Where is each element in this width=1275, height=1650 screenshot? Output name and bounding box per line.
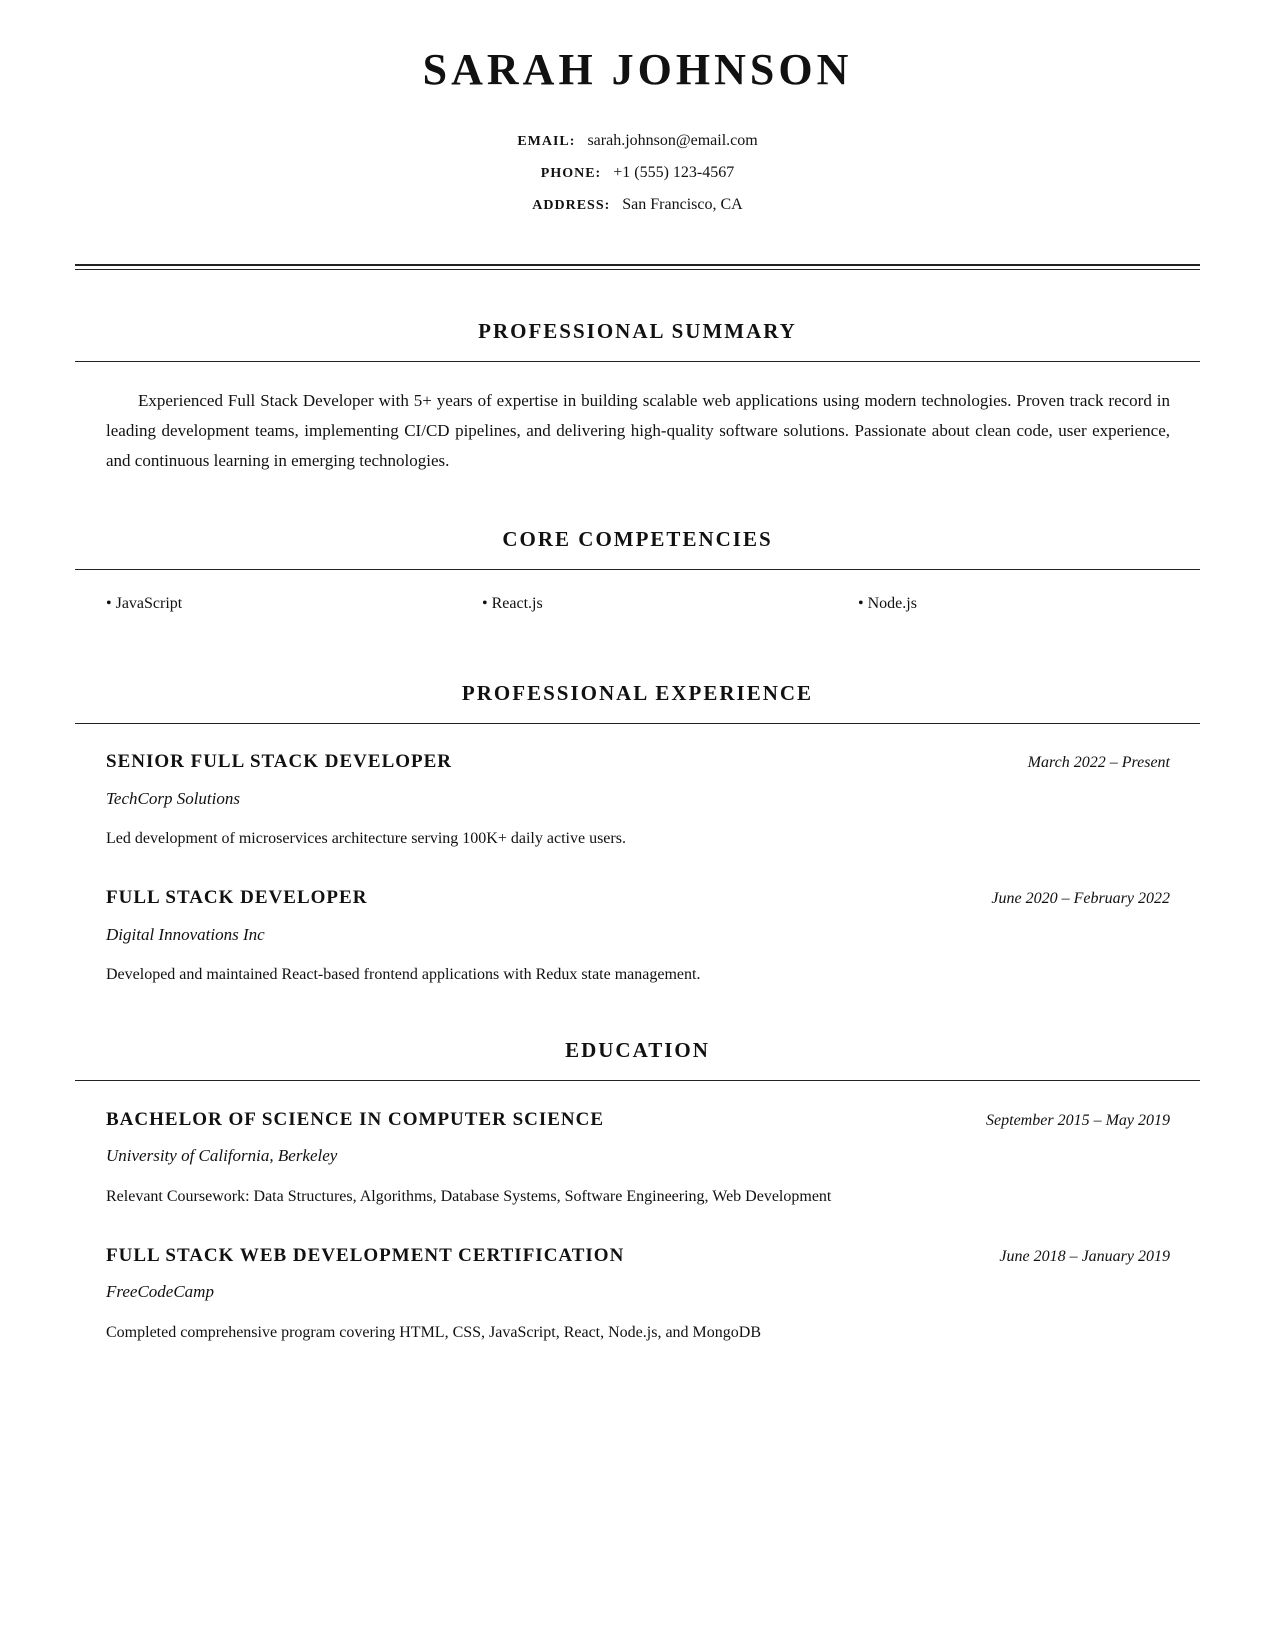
summary-heading: PROFESSIONAL SUMMARY (478, 319, 797, 343)
degree-dates: September 2015 – May 2019 (986, 1112, 1170, 1129)
email-label: EMAIL: (517, 134, 576, 149)
degree-title: BACHELOR OF SCIENCE IN COMPUTER SCIENCE (106, 1109, 605, 1130)
summary-divider (75, 361, 1200, 362)
degree-dates: June 2018 – January 2019 (999, 1248, 1170, 1265)
education-divider (75, 1080, 1200, 1081)
degree-description: Relevant Coursework: Data Structures, Algorithms, Database Systems, Software Engineering, Web Development (106, 1188, 832, 1205)
contact-address (0, 195, 1275, 216)
contact-email (0, 131, 1275, 152)
degree-description: Completed comprehensive program covering HTML, CSS, JavaScript, React, Node.js, and MongoDB (106, 1324, 761, 1341)
company-name: TechCorp Solutions (106, 789, 240, 808)
address-label: ADDRESS: (532, 198, 611, 213)
phone-value: +1 (555) 123-4567 (613, 164, 735, 181)
phone-label: PHONE: (540, 166, 602, 181)
company-name: Digital Innovations Inc (106, 925, 265, 944)
competencies-divider (75, 569, 1200, 570)
job-title: FULL STACK DEVELOPER (106, 887, 368, 908)
job-dates: March 2022 – Present (1027, 754, 1170, 771)
institution-name: University of California, Berkeley (106, 1146, 338, 1165)
header-divider (75, 264, 1200, 270)
job-title: SENIOR FULL STACK DEVELOPER (106, 751, 453, 772)
institution-name: FreeCodeCamp (106, 1282, 214, 1301)
email-value: sarah.johnson@email.com (587, 132, 758, 149)
skill-item: • JavaScript (106, 595, 183, 612)
competencies-heading: CORE COMPETENCIES (502, 527, 773, 551)
skill-item: • React.js (482, 595, 543, 612)
candidate-name: SARAH JOHNSON (422, 45, 853, 94)
contact-phone (0, 163, 1275, 184)
experience-heading: PROFESSIONAL EXPERIENCE (461, 681, 814, 705)
experience-divider (75, 723, 1200, 724)
education-heading: EDUCATION (565, 1038, 710, 1062)
job-description: Developed and maintained React-based frontend applications with Redux state management. (106, 966, 701, 983)
address-value: San Francisco, CA (622, 196, 743, 213)
job-dates: June 2020 – February 2022 (991, 890, 1170, 907)
summary-text: Experienced Full Stack Developer with 5+ years of expertise in building scalable web applications using modern technologies. Proven track record in leading development teams, implementing CI/CD pipelines, and delivering high-quality software solutions. Passionate about clean code, user experience, and continuous learning in emerging technologies. (106, 391, 1170, 470)
job-description: Led development of microservices architecture serving 100K+ daily active users. (106, 830, 626, 847)
skill-item: • Node.js (858, 595, 917, 612)
degree-title: FULL STACK WEB DEVELOPMENT CERTIFICATION (106, 1245, 625, 1266)
